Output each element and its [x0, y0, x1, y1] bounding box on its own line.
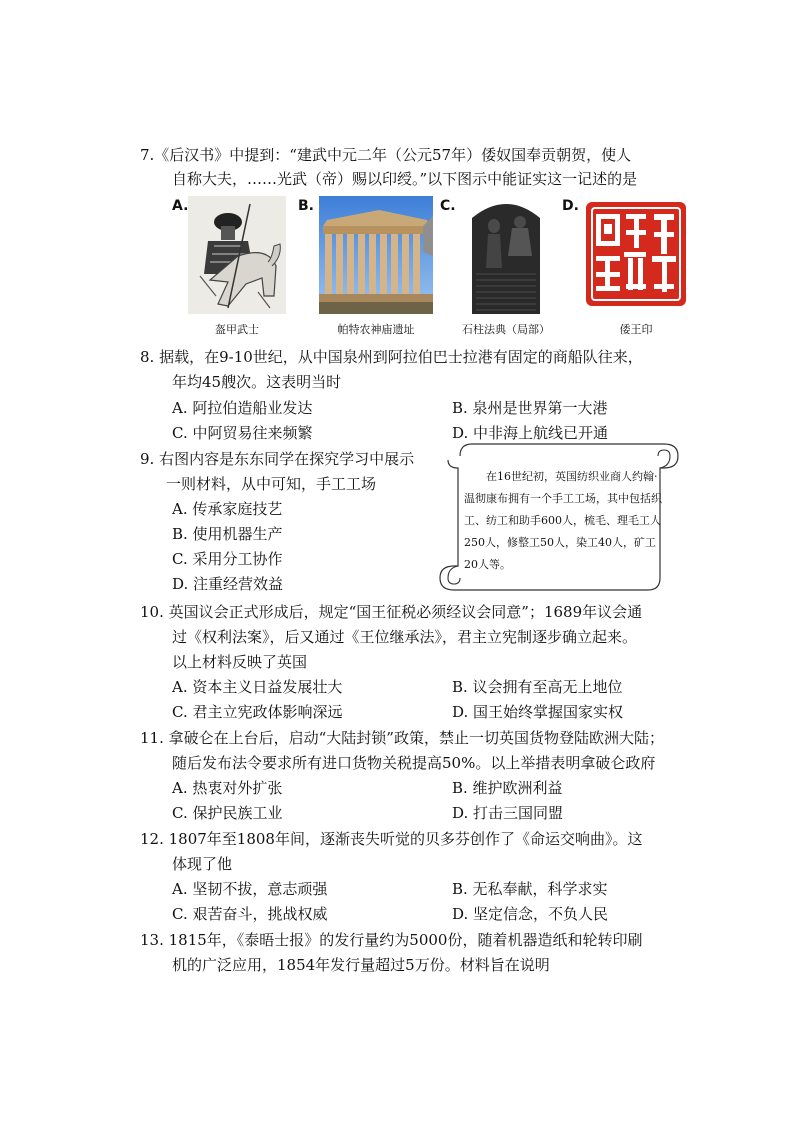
q8-stem-line2: 年均45艘次。这表明当时: [172, 373, 342, 391]
q11-stem-line2: 随后发布法令要求所有进口货物关税提高50%。以上举措表明拿破仑政府: [172, 754, 656, 772]
q12-option-a[interactable]: A. 坚韧不拔，意志顽强: [172, 880, 328, 898]
q11-option-c[interactable]: C. 保护民族工业: [172, 804, 283, 822]
q7-label-a: A.: [172, 198, 189, 214]
q8-option-c[interactable]: C. 中阿贸易往来频繁: [172, 424, 313, 442]
q10-stem-line1: 10. 英国议会正式形成后，规定“国王征税必须经议会同意”；1689年议会通: [140, 603, 643, 621]
q11-option-b[interactable]: B. 维护欧洲利益: [452, 779, 563, 797]
king-of-wa-seal-image: [582, 196, 690, 314]
q9-stem-line2: 一则材料，从中可知，手工工场: [166, 475, 377, 493]
parthenon-image: [319, 196, 433, 314]
caption-armored-warrior: 盔甲武士: [215, 323, 259, 336]
q7-label-d: D.: [562, 198, 579, 214]
q11-option-a[interactable]: A. 热衷对外扩张: [172, 779, 283, 797]
q8-option-d[interactable]: D. 中非海上航线已开通: [452, 424, 609, 442]
q9-option-c[interactable]: C. 采用分工协作: [172, 550, 283, 568]
q8-stem-line1: 8. 据载，在9-10世纪，从中国泉州到阿拉伯巴士拉港有固定的商船队往来，: [140, 348, 643, 366]
armored-warrior-image: [188, 196, 286, 314]
q8-option-a[interactable]: A. 阿拉伯造船业发达: [172, 399, 313, 417]
q12-option-c[interactable]: C. 艰苦奋斗，挑战权威: [172, 905, 328, 923]
q8-option-b[interactable]: B. 泉州是世界第一大港: [452, 399, 608, 417]
q10-option-a[interactable]: A. 资本主义日益发展壮大: [172, 678, 343, 696]
q10-stem-line3: 以上材料反映了英国: [172, 653, 308, 671]
q9-option-b[interactable]: B. 使用机器生产: [172, 525, 283, 543]
q12-stem-line2: 体现了他: [172, 855, 233, 873]
q12-option-d[interactable]: D. 坚定信念，不负人民: [452, 905, 609, 923]
q7-stem-line2: 自称大夫，……光武（帝）赐以印绶。”以下图示中能证实这一记述的是: [172, 170, 638, 188]
q7-stem-line1: 7.《后汉书》中提到：“建武中元二年（公元57年）倭奴国奉贡朝贺，使人: [140, 146, 632, 164]
q10-stem-line2: 过《权利法案》，后又通过《王位继承法》，君主立宪制逐步确立起来。: [172, 628, 638, 646]
caption-stone-pillar-code: 石柱法典（局部）: [462, 323, 550, 336]
q9-option-d[interactable]: D. 注重经营效益: [172, 575, 284, 593]
caption-king-of-wa-seal: 倭王印: [619, 323, 653, 336]
q9-option-a[interactable]: A. 传承家庭技艺: [172, 500, 283, 518]
q7-label-c: C.: [440, 198, 456, 214]
q13-stem-line1: 13. 1815年，《泰晤士报》的发行量约为5000份，随着机器造纸和轮转印刷: [140, 931, 643, 949]
q13-stem-line2: 机的广泛应用，1854年发行量超过5万份。材料旨在说明: [172, 956, 550, 974]
q11-stem-line1: 11. 拿破仑在上台后，启动“大陆封锁”政策，禁止一切英国货物登陆欧洲大陆；: [140, 729, 664, 747]
q12-stem-line1: 12. 1807年至1808年间，逐渐丧失听觉的贝多芬创作了《命运交响曲》。这: [140, 830, 643, 848]
caption-parthenon: 帕特农神庙遗址: [337, 323, 415, 336]
scroll-material-text: 在16世纪初，英国纺织业商人约翰·温彻康布拥有一个手工工场，其中包括织工、纺工和助手600人，梳毛、理毛工人250人，修整工50人，染工40人，矿工20人等。: [464, 470, 662, 571]
q7-label-b: B.: [298, 198, 314, 214]
q9-stem-line1: 9. 右图内容是东东同学在探究学习中展示: [140, 450, 415, 468]
q10-option-d[interactable]: D. 国王始终掌握国家实权: [452, 703, 624, 721]
q11-option-d[interactable]: D. 打击三国同盟: [452, 804, 564, 822]
q10-option-b[interactable]: B. 议会拥有至高无上地位: [452, 678, 623, 696]
stone-pillar-code-image: [466, 196, 546, 314]
q10-option-c[interactable]: C. 君主立宪政体影响深远: [172, 703, 343, 721]
q12-option-b[interactable]: B. 无私奉献，科学求实: [452, 880, 608, 898]
